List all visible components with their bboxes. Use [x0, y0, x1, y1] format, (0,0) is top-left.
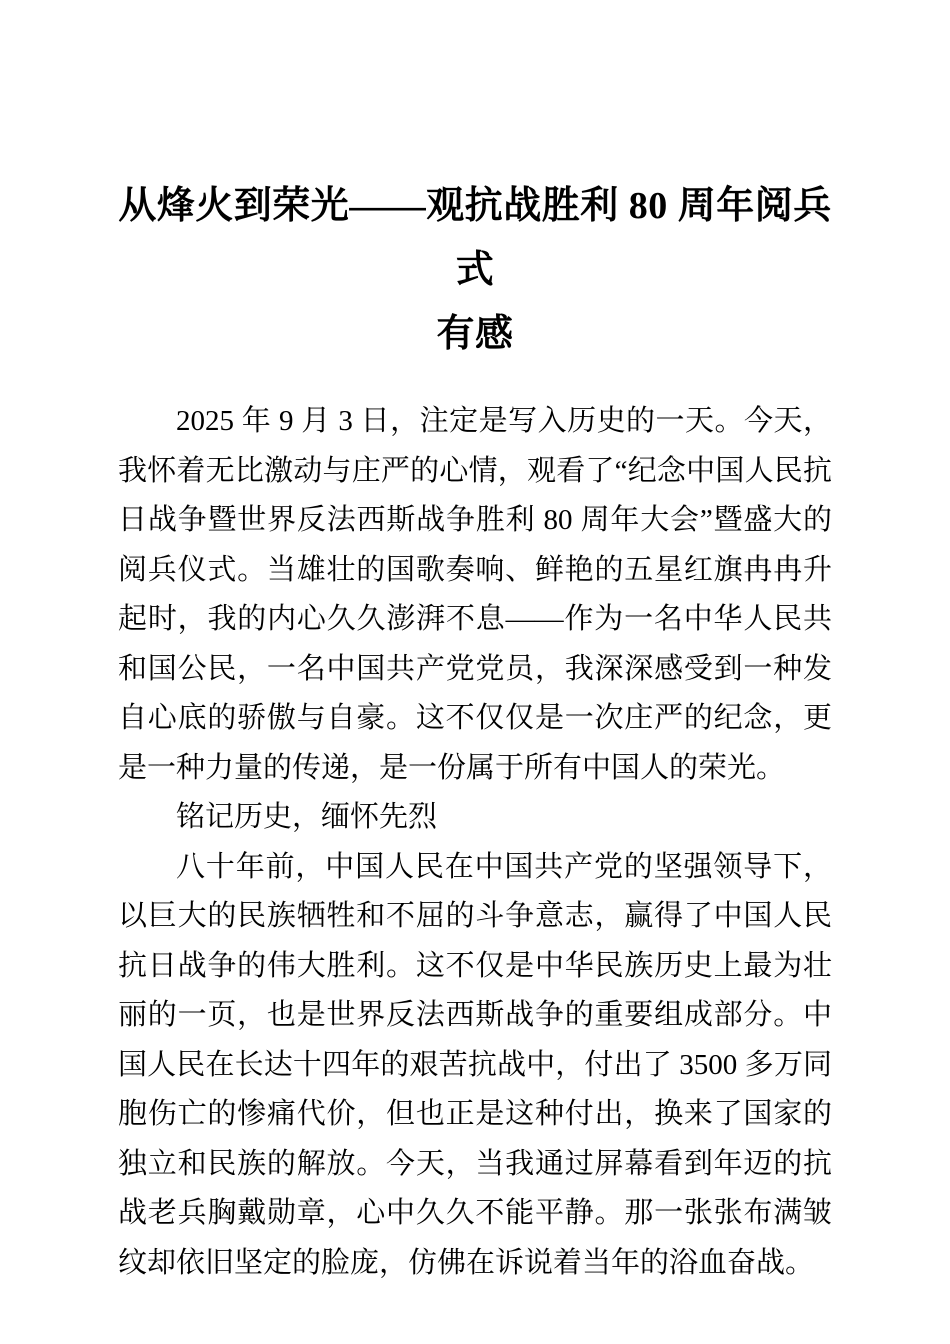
- paragraph-section-heading: 铭记历史，缅怀先烈: [176, 801, 438, 833]
- paragraph-history: 八十年前，中国人民在中国共产党的坚强领导下，以巨大的民族牺牲和不屈的斗争意志，赢得了中国人民抗日战争的伟大胜利。这不仅是中华民族历史上最为壮丽的一页，也是世界反法西斯战争的重要组成部分。中国人民在长达十四年的艰苦抗战中，付出了 3500 多万同胞伤亡的惨痛代价，但也正是这种付出，换来了国家的独立和民族的解放。今天，当我通过屏幕看到年迈的抗战老兵胸戴勋章，心中久久不能平静。那一张张布满皱纹却依旧坚定的脸庞，仿佛在诉说着当年的浴血奋战。: [118, 850, 832, 1279]
- document-title-line-2: 有感: [436, 313, 514, 355]
- document-body: [118, 397, 832, 1288]
- document-title-line-1: 从烽火到荣光——观抗战胜利 80 周年阅兵式: [118, 185, 832, 291]
- paragraph-intro: 2025 年 9 月 3 日，注定是写入历史的一天。今天，我怀着无比激动与庄严的心情，观看了“纪念中国人民抗日战争暨世界反法西斯战争胜利 80 周年大会”暨盛大的阅兵仪式。当雄壮的国歌奏响、鲜艳的五星红旗冉冉升起时，我的内心久久澎湃不息——作为一名中华人民共和国公民，一名中国共产党党员，我深深感受到一种发自心底的骄傲与自豪。这不仅仅是一次庄严的纪念，更是一种力量的传递，是一份属于所有中国人的荣光。: [118, 405, 832, 784]
- document-title: [118, 174, 832, 366]
